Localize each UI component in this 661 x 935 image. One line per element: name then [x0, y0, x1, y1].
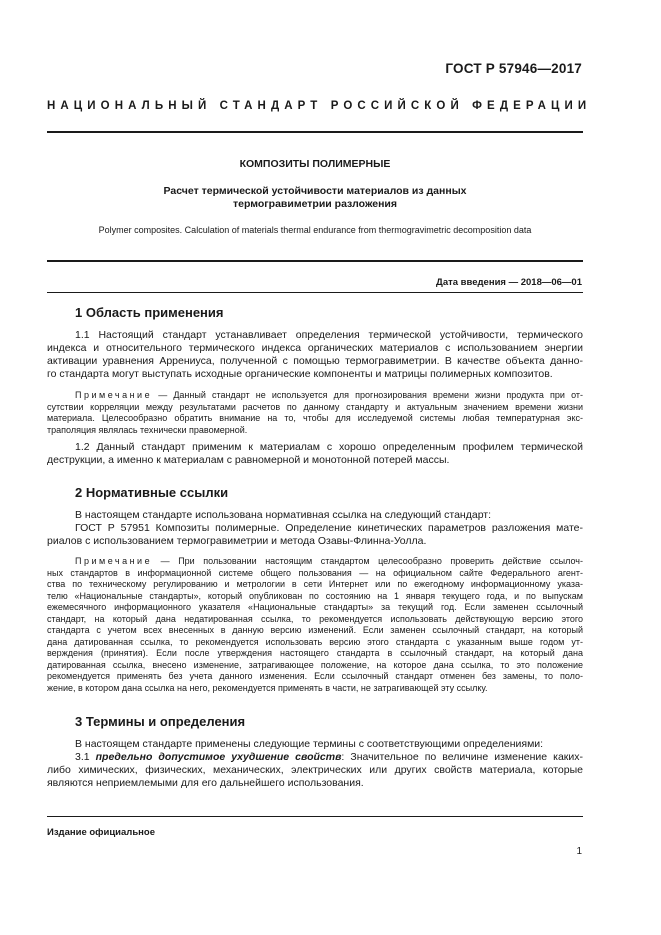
text-line: либо химических, физических, механических, электрических или других свойств материала, которые: [47, 764, 583, 776]
note-line: телю «Национальные стандарты», который опубликован по состоянию на 1 января текущего года, и по выпускам: [47, 590, 583, 601]
note-line: стандарта с учетом всех внесенных в данную версию изменений. Если заменен ссылочный стандарт, на который: [47, 625, 583, 635]
paragraph-1-2: [47, 441, 583, 467]
paragraph-2: [47, 509, 583, 548]
reference-line: риалов с использованием термогравиметрии и метода Озавы-Флинна-Уолла.: [47, 535, 427, 547]
text-line: активации уравнения Аррениуса, полученной с помощью термогравиметрии. В качестве объекта данно-: [47, 355, 583, 367]
reference-line: ГОСТ Р 57951 Композиты полимерные. Определение кинетических параметров разложения мате-: [75, 522, 583, 534]
term-definition: : Значительное по величине изменение каких-: [341, 751, 583, 763]
standard-number: ГОСТ Р 57946—2017: [445, 61, 582, 76]
note-text: — При пользовании настоящим стандартом целесообразно проверить действие ссылоч-: [152, 556, 583, 566]
note-line: стандарт, на который дана недатированная ссылка, то рекомендуется использовать действующую версию этого: [47, 613, 583, 624]
note-line: датированная ссылка, внесено изменение, затрагивающее положение, на которое дана ссылка, то это положение: [47, 659, 583, 670]
term-name: предельно допустимое ухудшение свойств: [95, 751, 342, 763]
note-line: верждения (принятия). Если после утверждения настоящего стандарта в ссылочный стандарт, на который дана: [47, 648, 583, 658]
paragraph-3: [47, 738, 583, 790]
note-line: дана датированная ссылка, то рекомендуется использовать версию этого стандарта с указанным выше годом ут-: [47, 636, 583, 647]
date-rule: [47, 292, 583, 293]
note-line: [47, 390, 583, 402]
text-line: деструкции, а именно к материалам с равномерной и монотонной потерей массы.: [47, 454, 450, 466]
official-edition-label: Издание официальное: [47, 827, 155, 838]
section-heading: 2 Нормативные ссылки: [75, 485, 229, 500]
note-line: ства по техническому регулированию и метрологии в сети Интернет или по ежегодному информационному указа-: [47, 579, 583, 589]
text-line: индекса и относительного термического индекса органических материалов с использованием энергии: [47, 342, 583, 354]
title-rule: [47, 260, 583, 262]
subtitle-line: Расчет термической устойчивости материалов из данных: [163, 185, 467, 197]
section-heading: 1 Область применения: [75, 305, 224, 320]
note-label: Примечание: [75, 390, 153, 400]
note-line: жение, в котором дана ссылка на него, рекомендуется применять в части, не затрагивающей эту ссылку.: [47, 682, 488, 693]
page-number: 1: [576, 846, 582, 857]
footer-rule: [47, 816, 583, 817]
text-line: В настоящем стандарте использована нормативная ссылка на следующий стандарт:: [75, 509, 492, 521]
note-line: ежемесячного информационного указателя «Национальные стандарты» за текущий год. Если заменен ссылочный: [47, 602, 583, 612]
text-line: 1.1 Настоящий стандарт устанавливает определения термической устойчивости, термического: [75, 329, 583, 341]
document-subtitle: [47, 185, 583, 211]
note-label: Примечание: [75, 556, 153, 566]
note-2: [47, 556, 583, 694]
note-line: [47, 556, 583, 568]
note-line: сутствии корреляции между результатами расчетов по данному стандарту и актуальным значением времени жизни: [47, 401, 583, 412]
header-rule: [47, 131, 583, 133]
section-heading: 3 Термины и определения: [75, 714, 246, 729]
note-line: материала. Целесообразно обратить внимание на то, чтобы для исследуемой системы любая температурная экс-: [47, 413, 583, 423]
note-line: рекомендуется применять без учета данного изменения. Если ссылочный стандарт отменен без замены, то поло-: [47, 671, 583, 681]
note-line: траполяция являлась технически правомерной.: [47, 424, 248, 435]
subtitle-line: термогравиметрии разложения: [232, 198, 398, 210]
note-text: — Данный стандарт не используется для прогнозирования времени жизни продукта при от-: [152, 390, 583, 400]
term-number: 3.1: [75, 751, 96, 763]
note-line: ных стандартов в информационной системе общего пользования — на официальном сайте Федерального агент-: [47, 567, 583, 578]
document-title: КОМПОЗИТЫ ПОЛИМЕРНЫЕ: [239, 158, 391, 170]
paragraph-1-1: [47, 329, 583, 381]
text-line: 1.2 Данный стандарт применим к материалам с хорошо определенным профилем термической: [75, 441, 583, 453]
text-line: являются неприемлемыми для его дальнейшего использования.: [47, 777, 364, 789]
document-title-english: Polymer composites. Calculation of materials thermal endurance from thermogravimetric decomposition data: [98, 225, 532, 235]
text-line: В настоящем стандарте применены следующие термины с соответствующими определениями:: [75, 738, 544, 750]
note-1: [47, 390, 583, 436]
text-line: го стандарта могут выступать исходные органические компоненты и матрицы полимерных композитов.: [47, 368, 553, 380]
introduction-date: Дата введения — 2018—06—01: [436, 277, 582, 288]
term-line: [47, 751, 583, 764]
national-standard-banner: НАЦИОНАЛЬНЫЙ СТАНДАРТ РОССИЙСКОЙ ФЕДЕРАЦИИ: [47, 100, 592, 112]
